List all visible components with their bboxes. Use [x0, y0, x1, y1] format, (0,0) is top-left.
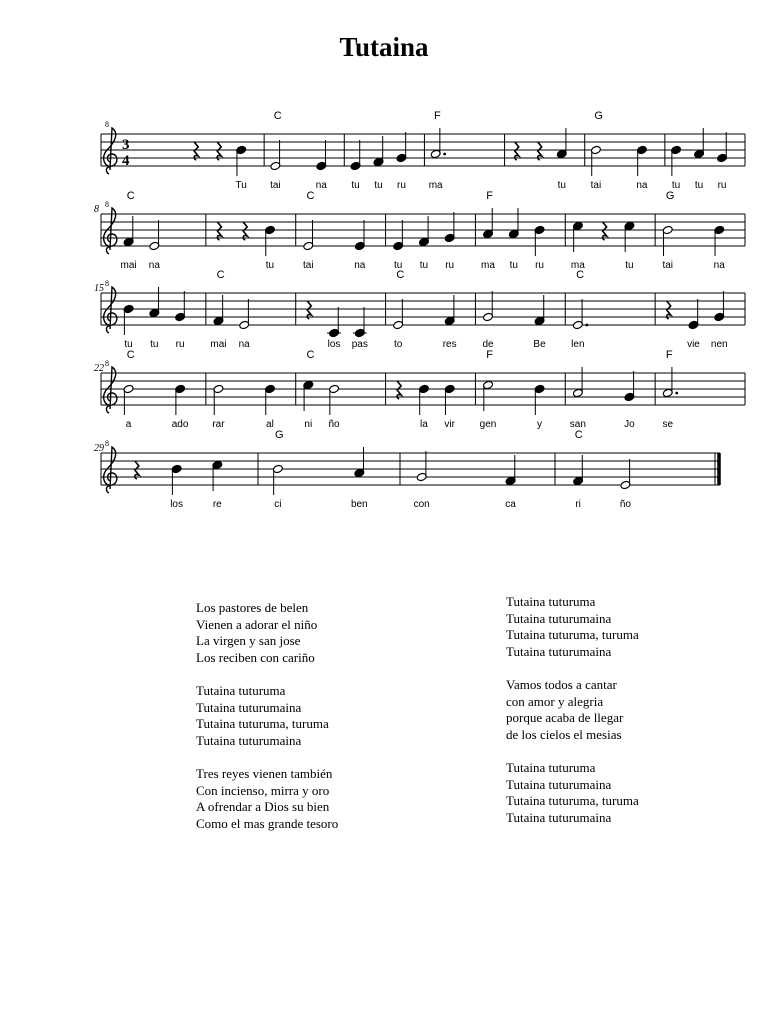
lyric-line: Los reciben con cariño [196, 649, 315, 665]
quarter-note [265, 225, 276, 256]
rest-stroke [135, 461, 139, 479]
stanza [506, 760, 639, 826]
quarter-note [483, 208, 494, 239]
lyric-syllable: ado [171, 419, 189, 430]
lyrics-left-column [196, 600, 338, 849]
lyric-syllable: tu [509, 260, 518, 271]
lyric-syllable: ru [445, 260, 455, 271]
rest-stroke [603, 222, 607, 240]
lyric-syllable: ma [481, 260, 495, 271]
chord-symbol: F [434, 110, 441, 122]
quarter-rest-icon [603, 222, 607, 240]
lyric-syllable: la [420, 419, 428, 430]
quarter-note [556, 128, 567, 159]
measure [123, 216, 160, 251]
lyric-syllable: rar [212, 419, 225, 430]
chord-symbol: C [216, 269, 225, 281]
quarter-note [171, 464, 182, 495]
quarter-rest-icon [515, 142, 519, 160]
measure [217, 222, 275, 256]
quarter-note [149, 287, 160, 318]
measure [572, 367, 634, 402]
lyric-syllable: Jo [624, 419, 635, 430]
quarter-rest-icon [307, 301, 311, 319]
lyric-syllable: ru [175, 339, 185, 350]
half-note [239, 299, 250, 330]
measure [572, 299, 588, 330]
lyric-syllable: pas [351, 339, 368, 350]
quarter-note [714, 225, 725, 256]
chord-symbol: F [486, 349, 493, 361]
measure-number: 22 [94, 363, 104, 374]
staff-system [94, 349, 745, 430]
lyric-syllable: tai [662, 260, 674, 271]
quarter-note [175, 291, 186, 322]
lyric-syllable: ri [575, 499, 581, 510]
treble-clef-stroke [104, 128, 117, 174]
time-signature-top: 3 [122, 137, 130, 153]
quarter-note [212, 460, 223, 491]
measure [350, 132, 407, 171]
chord-symbol: F [486, 190, 493, 202]
stanza [196, 766, 338, 832]
half-note [329, 384, 340, 415]
lyric-syllable: ben [350, 499, 368, 510]
chord-symbol: C [306, 349, 315, 361]
quarter-note [444, 295, 455, 326]
lyric-syllable: tu [393, 260, 403, 271]
lyric-syllable: vie [687, 339, 700, 350]
lyric-syllable: san [569, 419, 586, 430]
half-note [416, 451, 427, 482]
lyric-syllable: nen [710, 339, 728, 350]
chord-symbol: C [396, 269, 405, 281]
quarter-note [624, 221, 635, 252]
lyric-syllable: ru [397, 180, 406, 191]
quarter-note [534, 384, 545, 415]
lyric-syllable: al [266, 419, 274, 430]
song-title: Tutaina [339, 32, 429, 62]
lyric-line: A ofrendar a Dios su bien [196, 799, 330, 815]
measure-number: 29 [94, 443, 104, 454]
quarter-note [373, 136, 384, 167]
rest-stroke [243, 222, 247, 240]
half-note [149, 220, 160, 251]
lyric-line: Los pastores de belen [196, 600, 309, 615]
quarter-note [714, 291, 725, 322]
quarter-note [534, 225, 545, 256]
lyric-line: Tutaina tuturumaina [506, 776, 612, 792]
chord-symbol: C [126, 349, 135, 361]
treble-clef-stroke [104, 367, 117, 413]
measure [272, 447, 364, 495]
lyric-syllable: los [327, 339, 341, 350]
half-note [123, 384, 134, 415]
lyric-line: Como el mas grande tesoro [196, 815, 339, 831]
clef-octave-mark: 8 [105, 200, 109, 209]
lyric-line: Tutaina tuturuma [196, 682, 286, 698]
quarter-note [534, 295, 545, 326]
staff-system [94, 269, 745, 350]
treble-clef-stroke [104, 208, 117, 254]
staff-system [94, 190, 745, 271]
quarter-note [393, 220, 404, 251]
measure-number: 8 [94, 204, 99, 215]
measure [416, 451, 516, 486]
lyric-syllable: vir [444, 419, 455, 430]
quarter-note [671, 145, 682, 176]
stanza [196, 600, 338, 666]
quarter-note [508, 208, 519, 239]
measure [123, 287, 185, 335]
lyric-line: Tutaina tuturumaina [196, 732, 302, 748]
chord-symbol: G [594, 110, 603, 122]
dotted-half-note [572, 299, 588, 330]
lyric-syllable: tu [557, 180, 566, 191]
lyric-syllable: tu [625, 260, 634, 271]
chord-symbol: C [126, 190, 135, 202]
quarter-rest-icon [217, 222, 221, 240]
staff-system [94, 429, 720, 510]
lyric-line: Tutaina tuturumaina [506, 643, 612, 659]
lyric-syllable: Be [533, 339, 546, 350]
lyric-syllable: a [125, 419, 132, 430]
lyric-syllable: res [442, 339, 457, 350]
measure-number: 15 [94, 283, 104, 294]
lyric-syllable: len [571, 339, 585, 350]
measure [307, 301, 367, 338]
half-note [303, 220, 314, 251]
measure [572, 221, 634, 252]
lyric-syllable: ru [717, 180, 727, 191]
lyric-syllable: na [148, 260, 160, 271]
rest-stroke [397, 381, 401, 399]
lyric-line: Tutaina tuturuma, turuma [196, 716, 329, 732]
quarter-note [688, 299, 699, 330]
treble-clef-stroke [104, 447, 117, 493]
measure [303, 380, 340, 415]
half-note [270, 140, 281, 171]
chord-symbol: G [665, 190, 675, 202]
quarter-note [353, 307, 367, 338]
rest-stroke [667, 301, 671, 319]
measure [430, 128, 446, 159]
clef-octave-mark: 8 [105, 359, 109, 368]
measure [135, 460, 223, 495]
chord-symbol: C [574, 429, 583, 441]
quarter-note [303, 380, 314, 411]
lyric-line: Vienen a adorar el niño [196, 616, 318, 632]
lyric-syllable: na [354, 260, 366, 271]
quarter-note [418, 216, 429, 247]
half-note [620, 459, 631, 490]
quarter-note [327, 307, 341, 338]
lyric-line: de los cielos el mesias [506, 726, 622, 742]
measure [393, 212, 455, 251]
lyric-syllable: na [713, 260, 725, 271]
time-signature [122, 137, 130, 169]
lyric-syllable: tu [150, 339, 159, 350]
lyric-syllable: na [315, 180, 327, 191]
lyric-syllable: na [238, 339, 250, 350]
lyric-syllable: y [537, 419, 543, 430]
lyric-syllable: mai [210, 339, 227, 350]
lyric-syllable: tu [694, 180, 704, 191]
rest-stroke [217, 142, 221, 160]
quarter-rest-icon [243, 222, 247, 240]
lyric-syllable: na [636, 180, 648, 191]
lyrics-right-column [506, 594, 639, 843]
clef-octave-mark: 8 [105, 439, 109, 448]
lyric-line: Tutaina tuturumaina [506, 610, 612, 626]
lyric-syllable: ci [274, 499, 282, 510]
quarter-rest-icon [217, 142, 221, 160]
lyric-syllable: tai [590, 180, 602, 191]
measure [194, 142, 246, 176]
quarter-note [717, 132, 728, 163]
clef-octave-mark: 8 [105, 120, 109, 129]
measure [213, 295, 250, 330]
lyric-syllable: re [212, 499, 222, 510]
half-note [662, 225, 673, 256]
stanza [506, 677, 639, 743]
measure [573, 455, 631, 490]
quarter-note [573, 455, 584, 486]
lyric-line: Con incienso, mirra y oro [196, 782, 330, 798]
lyric-line: con amor y alegria [506, 693, 604, 709]
quarter-note [175, 384, 186, 415]
quarter-note [236, 145, 247, 176]
lyric-syllable: ño [619, 499, 631, 510]
lyric-syllable: ma [570, 260, 585, 271]
quarter-note [123, 304, 134, 335]
measure [667, 291, 725, 330]
dot [585, 324, 588, 327]
measure [483, 380, 545, 415]
lyric-line: Tutaina tuturuma, turuma [506, 627, 639, 643]
time-signature-bottom: 4 [122, 153, 130, 169]
measure [671, 128, 728, 176]
lyric-line: Tutaina tuturuma, turuma [506, 793, 639, 809]
lyric-syllable: Tu [235, 180, 247, 191]
half-note [483, 291, 494, 322]
stanza [196, 683, 338, 749]
half-note [590, 145, 601, 176]
dot [443, 153, 446, 156]
quarter-note [213, 295, 224, 326]
rest-stroke [307, 301, 311, 319]
lyric-syllable: to [393, 339, 403, 350]
rest-stroke [538, 142, 542, 160]
dotted-half-note [662, 367, 678, 398]
chord-symbol: F [665, 349, 673, 361]
lyric-syllable: tu [351, 180, 360, 191]
rest-stroke [194, 142, 198, 160]
quarter-note [354, 220, 365, 251]
lyric-line: Vamos todos a cantar [506, 676, 617, 692]
lyric-line: porque acaba de llegar [506, 710, 624, 726]
lyric-line: Tutaina tuturumaina [506, 809, 612, 825]
lyric-line: Tutaina tuturumaina [196, 699, 302, 715]
chord-symbol: C [273, 110, 282, 122]
dot [675, 392, 678, 395]
quarter-note [624, 371, 635, 402]
lyric-line: La virgen y san jose [196, 633, 301, 649]
lyric-syllable: tu [265, 260, 275, 271]
half-note [272, 464, 283, 495]
measure [483, 208, 545, 256]
quarter-note [444, 384, 455, 415]
quarter-note [265, 384, 276, 415]
measure [662, 367, 678, 398]
measure [397, 381, 455, 415]
measure [393, 295, 455, 330]
rest-stroke [217, 222, 221, 240]
quarter-note [316, 140, 327, 171]
lyric-syllable: con [413, 499, 430, 510]
lyric-syllable: ru [535, 260, 544, 271]
half-note [483, 380, 494, 411]
quarter-rest-icon [135, 461, 139, 479]
measure [515, 128, 567, 160]
quarter-note [123, 216, 134, 247]
quarter-rest-icon [194, 142, 198, 160]
quarter-rest-icon [397, 381, 401, 399]
lyric-syllable: ni [304, 419, 313, 430]
quarter-note [572, 221, 583, 252]
quarter-note [350, 140, 361, 171]
quarter-note [636, 145, 647, 176]
clef-octave-mark: 8 [105, 279, 109, 288]
quarter-note [505, 455, 516, 486]
chord-symbol: G [275, 429, 284, 441]
lyric-line: Tutaina tuturuma [506, 594, 596, 609]
measure [483, 291, 545, 326]
half-note [213, 384, 224, 415]
rest-stroke [515, 142, 519, 160]
lyric-syllable: de [482, 339, 494, 350]
chord-symbol: C [576, 269, 585, 281]
lyric-syllable: tu [124, 339, 133, 350]
dotted-half-note [430, 128, 446, 159]
quarter-note [444, 212, 455, 243]
lyric-syllable: mai [120, 260, 137, 271]
stanza [506, 594, 639, 660]
treble-clef-stroke [104, 287, 117, 333]
half-note [393, 299, 404, 330]
chord-symbol: C [306, 190, 315, 202]
lyric-line: Tutaina tuturuma [506, 759, 596, 775]
lyric-syllable: tu [374, 180, 383, 191]
quarter-note [396, 132, 407, 163]
quarter-rest-icon [667, 301, 671, 319]
half-note [572, 367, 583, 398]
quarter-rest-icon [538, 142, 542, 160]
lyric-line: Tres reyes vienen también [196, 765, 333, 781]
quarter-note [694, 128, 705, 159]
lyric-syllable: ca [505, 499, 516, 510]
lyric-syllable: los [170, 499, 183, 510]
lyric-syllable: gen [479, 419, 497, 430]
quarter-note [418, 384, 429, 415]
lyric-syllable: tu [671, 180, 681, 191]
quarter-note [354, 447, 365, 478]
lyric-syllable: tu [419, 260, 429, 271]
lyric-syllable: tai [303, 260, 314, 271]
lyric-syllable: ma [428, 180, 443, 191]
staff-system [101, 110, 745, 191]
lyric-syllable: ño [328, 419, 340, 430]
lyric-syllable: se [662, 419, 674, 430]
lyric-syllable: tai [270, 180, 281, 191]
